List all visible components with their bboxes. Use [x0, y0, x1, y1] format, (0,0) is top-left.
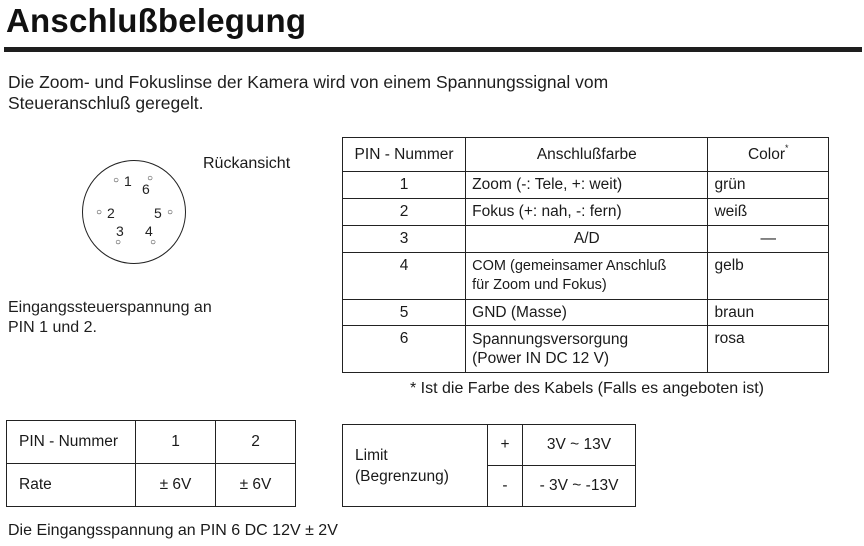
connector-diagram: [82, 160, 186, 264]
limit-label-line-1: Limit: [355, 446, 388, 464]
row-function: Fokus (+: nah, -: fern): [466, 199, 708, 226]
row-pin: 5: [343, 300, 466, 326]
header-connection-color: Anschlußfarbe: [466, 138, 708, 172]
pin-hole-6: ○: [147, 173, 154, 184]
limit-minus-value: - 3V ~ -13V: [523, 466, 636, 507]
pin-assignment-table: [342, 137, 829, 373]
pin-label-6: 6: [142, 181, 150, 197]
limit-label: [343, 425, 488, 507]
pin-hole-1: ○: [113, 175, 120, 186]
row-function-line-2: für Zoom und Fokus): [472, 277, 607, 293]
footnote: * Ist die Farbe des Kabels (Falls es angeboten ist): [410, 380, 764, 397]
rate-value-row: [7, 464, 296, 507]
row-color: grün: [708, 172, 829, 199]
row-color: rosa: [708, 326, 829, 373]
limit-plus-row: [343, 425, 636, 466]
pin-hole-4: ○: [150, 237, 157, 248]
input-control-note: [8, 298, 212, 338]
pin-hole-2: ○: [96, 207, 103, 218]
rate-table: [6, 420, 296, 507]
row-function-line-2: (Power IN DC 12 V): [472, 350, 610, 367]
row-color: weiß: [708, 199, 829, 226]
pin-label-4: 4: [145, 223, 153, 239]
row-pin: 1: [343, 172, 466, 199]
rate-header-label: PIN - Nummer: [7, 421, 136, 464]
rate-pin-1: 1: [136, 421, 216, 464]
rate-value-2: ± 6V: [216, 464, 296, 507]
rear-view-label: Rückansicht: [203, 155, 291, 172]
rate-value-1: ± 6V: [136, 464, 216, 507]
row-pin: 2: [343, 199, 466, 226]
intro-line-2: Steueranschluß geregelt.: [8, 93, 204, 113]
input-control-line-1: Eingangssteuerspannung an: [8, 299, 212, 316]
row-function: A/D: [466, 226, 708, 253]
header-color: [708, 138, 829, 172]
row-pin: 6: [343, 326, 466, 373]
row-function-line-1: COM (gemeinsamer Anschluß: [472, 258, 667, 274]
header-pin-number: PIN - Nummer: [343, 138, 466, 172]
limit-minus-sign: -: [488, 466, 523, 507]
row-color: gelb: [708, 253, 829, 300]
rate-row-label: Rate: [7, 464, 136, 507]
row-color: braun: [708, 300, 829, 326]
rate-pin-2: 2: [216, 421, 296, 464]
pin-label-3: 3: [116, 223, 124, 239]
page-title: Anschlußbelegung: [6, 2, 307, 39]
table-row: [343, 326, 829, 373]
header-color-mark: *: [784, 142, 789, 153]
pin-hole-5: ○: [167, 207, 174, 218]
input-control-line-2: PIN 1 und 2.: [8, 319, 97, 336]
pin-hole-3: ○: [115, 237, 122, 248]
limit-table: [342, 424, 636, 507]
pin-label-2: 2: [107, 205, 115, 221]
limit-plus-sign: +: [488, 425, 523, 466]
pin-label-1: 1: [124, 173, 132, 189]
row-function: [466, 326, 708, 373]
header-color-label: Color: [747, 145, 785, 163]
row-color: —: [708, 226, 829, 253]
row-pin: 3: [343, 226, 466, 253]
limit-label-line-2: (Begrenzung): [355, 467, 449, 485]
intro-text: [8, 72, 608, 114]
row-pin: 4: [343, 253, 466, 300]
row-function-line-1: Spannungsversorgung: [472, 331, 629, 348]
table-row: [343, 199, 829, 226]
intro-line-1: Die Zoom- und Fokuslinse der Kamera wird von einem Spannungssignal vom: [8, 72, 609, 92]
rate-header-row: [7, 421, 296, 464]
pin-label-5: 5: [154, 205, 162, 221]
table-row: [343, 226, 829, 253]
table-row: [343, 253, 829, 300]
title-rule: [4, 47, 862, 52]
table-header-row: [343, 138, 829, 172]
bottom-note: Die Eingangsspannung an PIN 6 DC 12V ± 2V: [8, 522, 338, 539]
row-function: [466, 253, 708, 300]
limit-plus-value: 3V ~ 13V: [523, 425, 636, 466]
table-row: [343, 172, 829, 199]
row-function: Zoom (-: Tele, +: weit): [466, 172, 708, 199]
row-function: GND (Masse): [466, 300, 708, 326]
table-row: [343, 300, 829, 326]
